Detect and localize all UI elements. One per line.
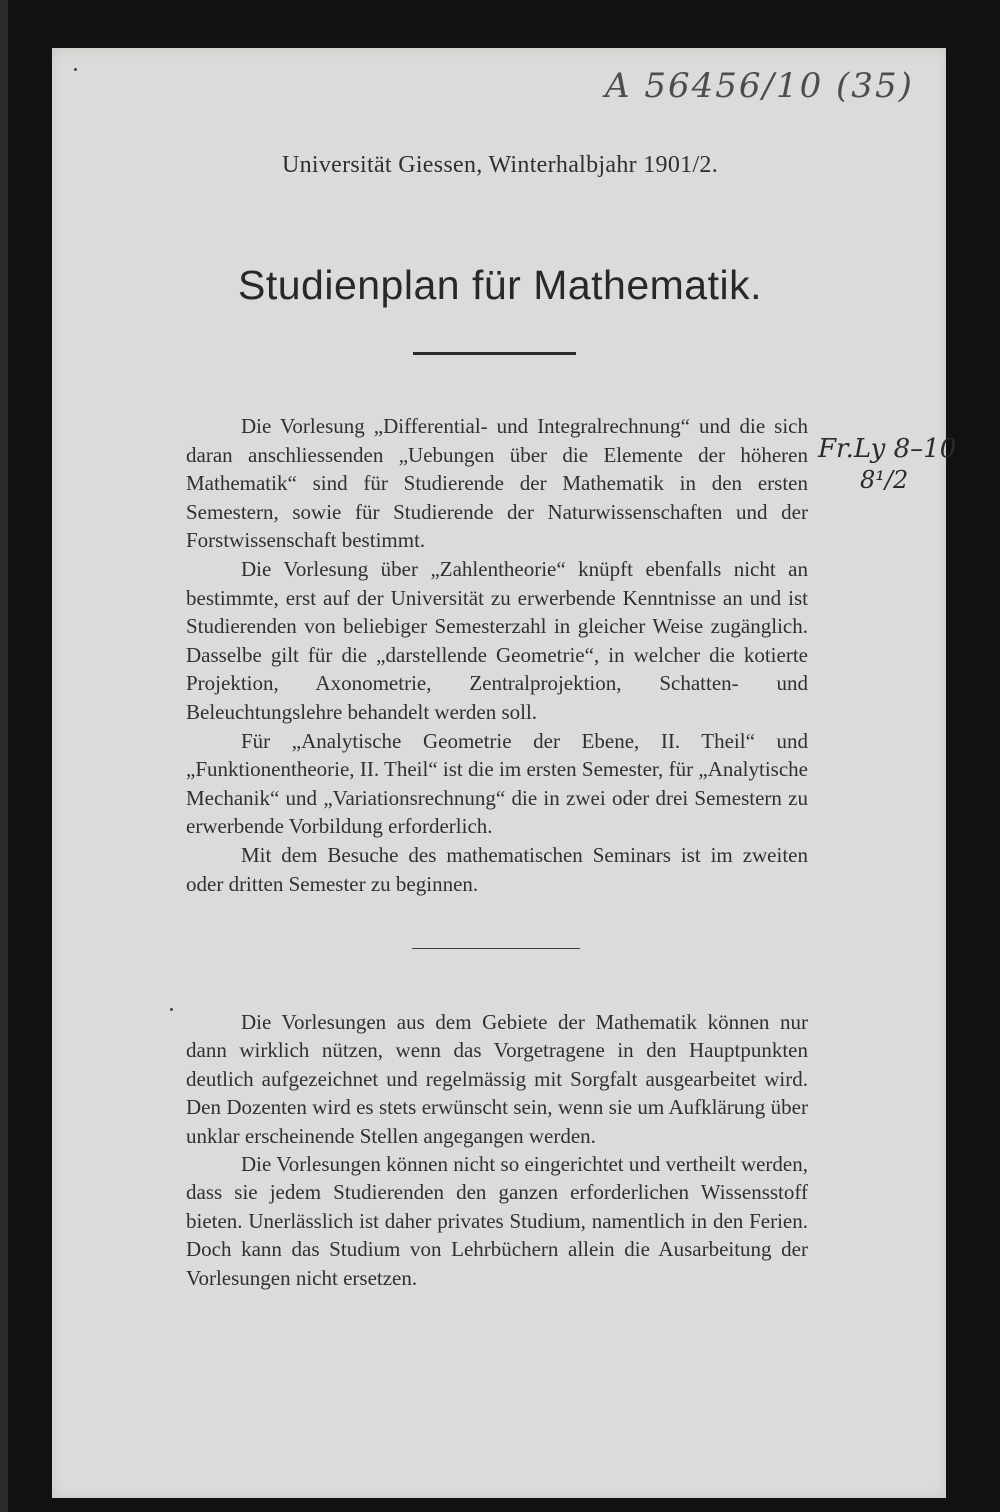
handwritten-margin-note: Fr.Ly 8–10 bbox=[818, 434, 957, 464]
university-semester-line: Universität Giessen, Winterhalbjahr 1901/2. bbox=[281, 152, 719, 178]
paragraph-lectures-calculus: Die Vorlesung „Differential- und Integralrechnung“ und die sich daran anschliessenden „Uebungen über die Elemente der höheren Mathematik“ sind für Studierende der Mathematik in den ersten Semestern, sowie für Studierende der Naturwissenschaften und der Forstwissenschaft bestimmt. bbox=[186, 414, 808, 553]
paragraph-lecture-notes: Die Vorlesungen aus dem Gebiete der Mathematik können nur dann wirklich nützen, wenn das Vorgetragene in den Hauptpunkten deutlich aufgezeichnet und regelmässig mit Sorgfalt ausgearbeitet wird. Den Dozenten wird es stets erwünscht sein, wenn sie um Aufklärung über unklar erscheinende Stellen angegangen werden. bbox=[186, 1010, 808, 1148]
archive-call-number: A 56456/10 (35) bbox=[605, 66, 914, 106]
book-spine-edge bbox=[0, 0, 8, 1512]
study-advice-section bbox=[186, 1008, 808, 1292]
handwritten-margin-note-second-line: 8¹/2 bbox=[860, 466, 909, 494]
paragraph-private-study: Die Vorlesungen können nicht so eingerichtet und vertheilt werden, dass sie jedem Studierenden den ganzen erforderlichen Wissensstoff bieten. Unerlässlich ist daher privates Studium, namentlich in den Ferien. Doch kann das Studium von Lehrbüchern allein die Ausarbeitung der Vorlesungen nicht ersetzen. bbox=[186, 1152, 808, 1290]
paragraph-seminar: Mit dem Besuche des mathematischen Seminars ist im zweiten oder dritten Semester zu beginnen. bbox=[186, 842, 808, 896]
paragraph-number-theory: Die Vorlesung über „Zahlentheorie“ knüpft ebenfalls nicht an bestimmte, erst auf der Universität zu erwerbende Kenntnisse an und ist Studierenden von beliebiger Semesterzahl in gleicher Weise zugänglich. Dasselbe gilt für die „darstellende Geometrie“, in welcher die kotierte Projektion, Axonometrie, Zentralprojektion, Schatten- und Beleuchtungslehre behandelt werden soll. bbox=[186, 556, 808, 724]
paragraph-prerequisites: Für „Analytische Geometrie der Ebene, II. Theil“ und „Funktionentheorie, II. Theil“ ist die im ersten Semester, für „Analytische Mechanik“ und „Variationsrechnung“ die in zwei oder drei Semestern zu erwerbende Vorbildung erforderlich. bbox=[186, 728, 808, 839]
study-plan-section bbox=[186, 412, 808, 898]
paper-speck bbox=[170, 1008, 173, 1011]
title-divider bbox=[413, 352, 576, 355]
paper-speck bbox=[74, 68, 77, 71]
section-divider bbox=[412, 948, 580, 949]
page-title: Studienplan für Mathematik. bbox=[238, 262, 762, 308]
